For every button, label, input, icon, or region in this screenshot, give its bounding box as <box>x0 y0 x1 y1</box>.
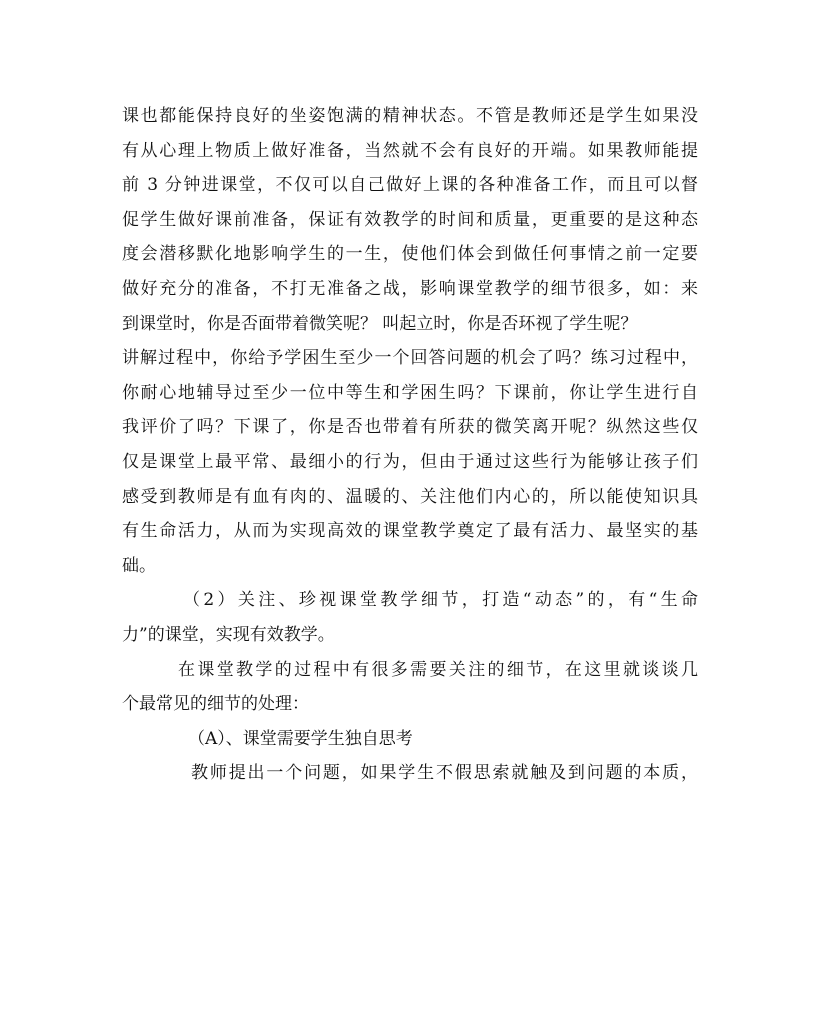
text-line: 讲解过程中，你给予学困生至少一个回答问题的机会了吗？练习过程中， <box>122 348 698 369</box>
text-line: 你耐心地辅导过至少一位中等生和学困生吗？下课前，你让学生进行自 <box>122 382 698 403</box>
text-line: 仅是课堂上最平常、最细小的行为，但由于通过这些行为能够让孩子们 <box>122 451 698 472</box>
text-line: 前 3 分钟进课堂，不仅可以自己做好上课的各种准备工作，而且可以督 <box>122 175 698 196</box>
text-line: 有生命活力，从而为实现高效的课堂教学奠定了最有活力、最坚实的基 <box>122 521 698 542</box>
section-heading-line: 力”的课堂，实现有效教学。 <box>122 624 335 645</box>
text-line: 促学生做好课前准备，保证有效教学的时间和质量，更重要的是这种态 <box>122 209 698 230</box>
subsection-heading: （A）、课堂需要学生独自思考 <box>188 728 413 749</box>
paragraph-first-line: 在课堂教学的过程中有很多需要关注的细节，在这里就谈谈几 <box>178 659 698 680</box>
text-line: 到课堂时，你是否面带着微笑呢？ 叫起立时，你是否环视了学生呢？ <box>122 313 638 334</box>
text-line: 感受到教师是有血有肉的、温暖的、关注他们内心的，所以能使知识具 <box>122 486 698 507</box>
text-line: 度会潜移默化地影响学生的一生，使他们体会到做任何事情之前一定要 <box>122 244 698 265</box>
text-line: 做好充分的准备，不打无准备之战，影响课堂教学的细节很多，如：来 <box>122 278 698 299</box>
text-line: 础。 <box>122 555 156 576</box>
paragraph-first-line: 教师提出一个问题，如果学生不假思索就触及到问题的本质， <box>191 763 698 784</box>
text-line: 有从心理上物质上做好准备，当然就不会有良好的开端。如果教师能提 <box>122 140 698 161</box>
text-line: 课也都能保持良好的坐姿饱满的精神状态。不管是教师还是学生如果没 <box>122 106 698 126</box>
text-line: 个最常见的细节的处理： <box>122 694 309 715</box>
section-heading-line: （2）关注、珍视课堂教学细节，打造“动态”的，有“生命 <box>183 590 698 611</box>
text-line: 我评价了吗？下课了，你是否也带着有所获的微笑离开呢？纵然这些仅 <box>122 417 698 438</box>
document-body <box>122 99 698 791</box>
